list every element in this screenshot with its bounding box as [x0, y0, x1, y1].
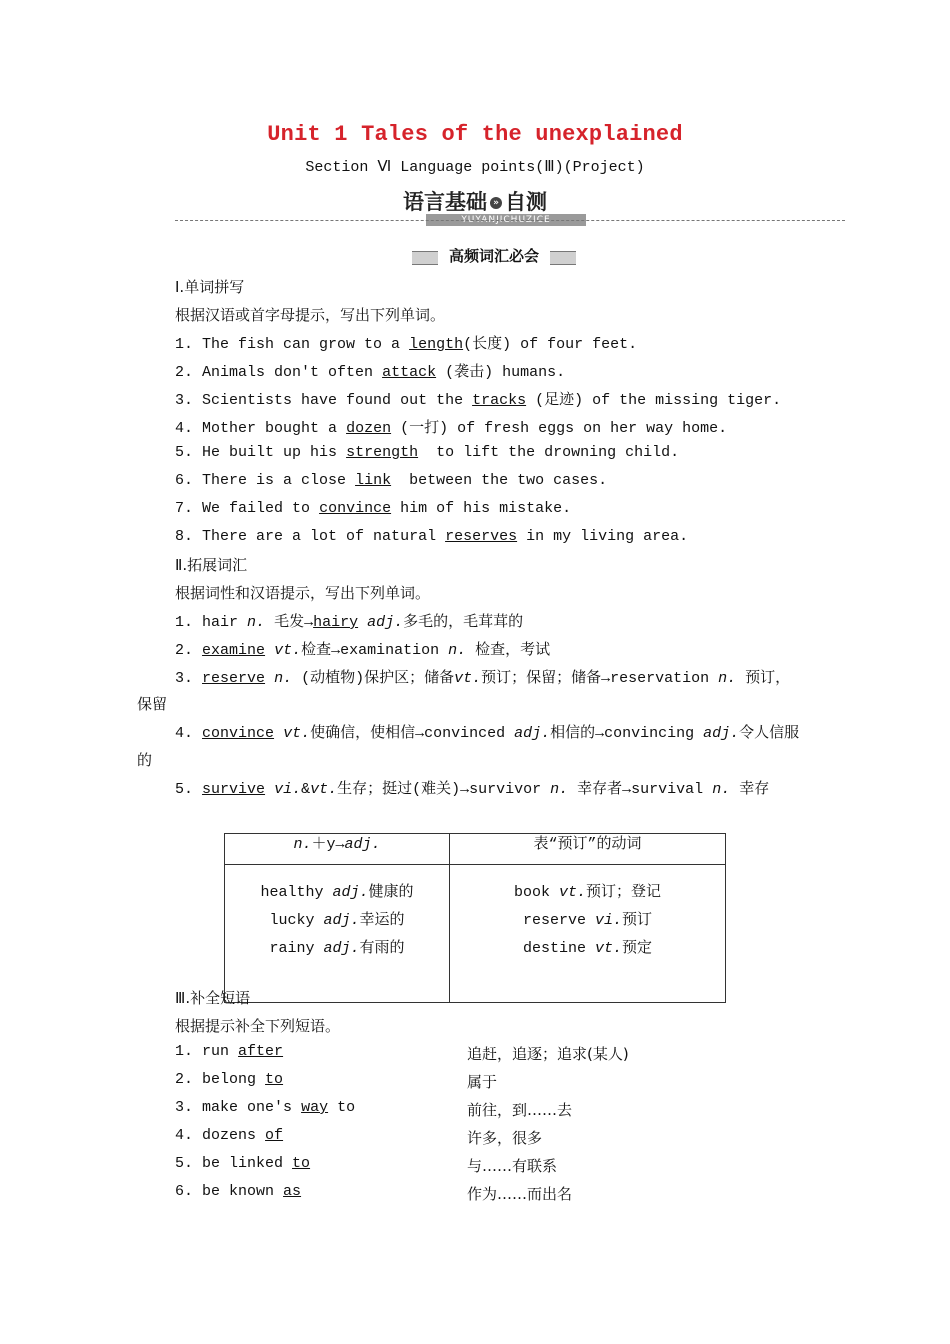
item-number: 5.: [175, 1155, 194, 1172]
item-text: 检查→examination: [301, 642, 449, 659]
item-text: 幸存者→survival: [568, 781, 713, 798]
pos-label: vt.: [594, 940, 622, 957]
item-text: be known: [202, 1183, 284, 1200]
table-cell: [225, 865, 450, 1003]
item-text: 令人信服: [739, 725, 800, 742]
item-text: in my living area.: [517, 528, 689, 545]
vocab-item: [175, 638, 550, 659]
part3-instruction: 根据提示补全下列短语。: [175, 1017, 341, 1035]
pos-label: adj.: [514, 725, 551, 742]
vocab-item-wrap: 的: [137, 751, 153, 769]
item-text: 生存；挺过(难关)→survivor: [337, 781, 551, 798]
item-text: dozens: [202, 1127, 266, 1144]
phrase-meaning: 追赶，追逐；追求(某人): [467, 1045, 629, 1063]
phrase-item: [175, 1099, 355, 1116]
phrase-item: [175, 1127, 283, 1144]
cell-word: lucky: [269, 912, 324, 929]
section-badge-label: 高频词汇必会: [438, 245, 550, 267]
table-cell-line: [451, 935, 724, 963]
item-text: &: [301, 781, 311, 798]
cell-word: rainy: [269, 940, 324, 957]
exercise-item: [175, 444, 679, 461]
item-text: Scientists have found out the: [202, 392, 473, 409]
pos-label: adj.: [332, 884, 369, 901]
item-answer: convince: [319, 500, 392, 517]
item-answer: tracks: [472, 392, 527, 409]
item-text: [358, 614, 367, 631]
exercise-item: [175, 388, 781, 409]
pos-label: vt.: [274, 642, 302, 659]
cell-meaning: 预定: [622, 940, 653, 957]
item-text: 多毛的，毛茸茸的: [403, 614, 524, 631]
phrase-item: [175, 1043, 283, 1060]
item-text: [265, 670, 274, 687]
vocab-item: [175, 721, 799, 742]
item-text: to: [328, 1099, 356, 1116]
cell-meaning: 健康的: [368, 884, 414, 901]
item-text: to lift the drowning child.: [418, 444, 680, 461]
table-cell-line: [226, 907, 448, 935]
item-text: The fish can grow to a: [202, 336, 410, 353]
item-answer: reserve: [202, 670, 266, 687]
item-number: 3.: [175, 1099, 194, 1116]
cell-word: healthy: [260, 884, 333, 901]
item-answer: length: [409, 336, 464, 353]
item-text: him of his mistake.: [391, 500, 572, 517]
item-answer: way: [301, 1099, 329, 1116]
item-text: belong: [202, 1071, 266, 1088]
item-number: 4.: [175, 725, 194, 742]
phrase-item: [175, 1071, 283, 1088]
phrase-meaning: 与……有联系: [467, 1157, 558, 1175]
vocab-item: [175, 666, 790, 687]
cell-meaning: 预订: [622, 912, 653, 929]
item-number: 1.: [175, 1043, 194, 1060]
table-cell-line: [226, 879, 448, 907]
table-cell: [450, 865, 726, 1003]
cell-meaning: 幸运的: [359, 912, 405, 929]
item-number: 4.: [175, 1127, 194, 1144]
item-text: make one's: [202, 1099, 302, 1116]
item-text: 幸存: [730, 781, 770, 798]
item-text: be linked: [202, 1155, 293, 1172]
pos-label: n.: [712, 781, 731, 798]
section-subtitle: Section Ⅵ Language points(Ⅲ)(Project): [305, 159, 645, 176]
item-answer: after: [238, 1043, 284, 1060]
item-text: 使确信，使相信→convinced: [310, 725, 515, 742]
header-text: ＋y→: [311, 836, 345, 853]
banner-right-text: 自测: [505, 190, 547, 214]
cell-meaning: 预订；登记: [586, 884, 662, 901]
vocab-item-wrap: 保留: [137, 695, 168, 713]
banner: [0, 186, 950, 228]
table-header: 表“预订”的动词: [450, 834, 726, 865]
item-text: (一打) of fresh eggs on her way home.: [391, 420, 728, 437]
item-answer: link: [355, 472, 392, 489]
pos-label: vt.: [558, 884, 586, 901]
cell-word: reserve: [522, 912, 595, 929]
item-text: (长度) of four feet.: [463, 336, 638, 353]
item-text: (动植物)保护区；储备: [292, 670, 455, 687]
item-number: 6.: [175, 472, 194, 489]
table-cell-line: [451, 879, 724, 907]
item-answer: convince: [202, 725, 275, 742]
pos-label: adj.: [344, 836, 381, 853]
item-answer: hairy: [313, 614, 359, 631]
pos-label: vi.: [274, 781, 302, 798]
pos-label: adj.: [703, 725, 740, 742]
exercise-item: [175, 332, 637, 353]
pos-label: adj.: [323, 912, 360, 929]
item-text: 预订，: [736, 670, 791, 687]
item-answer: survive: [202, 781, 266, 798]
table-cell-line: [451, 907, 724, 935]
pos-label: adj.: [367, 614, 404, 631]
cell-word: book: [513, 884, 559, 901]
item-text: 检查，考试: [466, 642, 551, 659]
item-number: 1.: [175, 336, 194, 353]
part2-instruction: 根据词性和汉语提示，写出下列单词。: [175, 584, 431, 602]
item-text: Animals don't often: [202, 364, 383, 381]
banner-title: [0, 186, 950, 216]
pos-label: n.: [293, 836, 312, 853]
item-number: 2.: [175, 364, 194, 381]
item-text: Mother bought a: [202, 420, 347, 437]
item-answer: of: [265, 1127, 284, 1144]
vocab-item: [175, 777, 769, 798]
vocab-table: [224, 833, 726, 1003]
item-text: (足迹) of the missing tiger.: [526, 392, 782, 409]
arrow-circle-icon: »: [490, 197, 502, 209]
item-answer: as: [283, 1183, 302, 1200]
item-text: 相信的→convincing: [550, 725, 704, 742]
item-text: run: [202, 1043, 239, 1060]
cell-meaning: 有雨的: [359, 940, 405, 957]
item-answer: to: [292, 1155, 311, 1172]
item-number: 2.: [175, 642, 194, 659]
divider: [175, 220, 845, 221]
item-text: There is a close: [202, 472, 356, 489]
exercise-item: [175, 416, 727, 437]
pos-label: n.: [550, 781, 569, 798]
pos-label: n.: [274, 670, 293, 687]
item-number: 5.: [175, 781, 194, 798]
part2-heading: Ⅱ.拓展词汇: [175, 556, 248, 574]
item-text: (袭击) humans.: [436, 364, 566, 381]
item-number: 6.: [175, 1183, 194, 1200]
item-text: [274, 725, 283, 742]
exercise-item: [175, 500, 571, 517]
item-text: [265, 642, 274, 659]
item-text: He built up his: [202, 444, 347, 461]
phrase-meaning: 许多，很多: [467, 1129, 543, 1147]
item-text: 毛发→: [265, 614, 314, 631]
pos-label: adj.: [323, 940, 360, 957]
item-number: 3.: [175, 392, 194, 409]
part1-heading: Ⅰ.单词拼写: [175, 278, 245, 296]
cell-word: destine: [522, 940, 595, 957]
phrase-meaning: 属于: [467, 1073, 498, 1091]
pos-label: vt.: [310, 781, 338, 798]
banner-pinyin: YUYANJICHUZICE: [426, 214, 586, 226]
page-title: Unit 1 Tales of the unexplained: [267, 122, 683, 147]
item-answer: dozen: [346, 420, 392, 437]
item-answer: to: [265, 1071, 284, 1088]
pos-label: n.: [448, 642, 467, 659]
exercise-item: [175, 360, 565, 381]
item-text: 预订；保留；储备→reservation: [481, 670, 719, 687]
phrase-meaning: 前往，到……去: [467, 1101, 573, 1119]
table-header-row: [225, 834, 726, 865]
phrase-meaning: 作为……而出名: [467, 1185, 573, 1203]
item-number: 8.: [175, 528, 194, 545]
item-answer: attack: [382, 364, 437, 381]
item-number: 7.: [175, 500, 194, 517]
item-answer: strength: [346, 444, 419, 461]
item-number: 5.: [175, 444, 194, 461]
table-cell-line: [226, 935, 448, 963]
item-text: [265, 781, 274, 798]
item-number: 3.: [175, 670, 194, 687]
pos-label: vi.: [594, 912, 622, 929]
phrase-item: [175, 1155, 310, 1172]
pos-label: n.: [718, 670, 737, 687]
item-number: 1.: [175, 614, 194, 631]
exercise-item: [175, 528, 688, 545]
item-answer: examine: [202, 642, 266, 659]
part1-instruction: 根据汉语或首字母提示，写出下列单词。: [175, 306, 446, 324]
table-row: [225, 865, 726, 1003]
banner-left-text: 语言基础: [403, 190, 487, 214]
pos-label: n.: [247, 614, 266, 631]
item-number: 2.: [175, 1071, 194, 1088]
vocab-item: [175, 610, 523, 631]
item-number: 4.: [175, 420, 194, 437]
item-text: between the two cases.: [391, 472, 608, 489]
item-text: We failed to: [202, 500, 320, 517]
pos-label: vt.: [454, 670, 482, 687]
pos-label: vt.: [283, 725, 311, 742]
part3-heading: Ⅲ.补全短语: [175, 989, 251, 1007]
section-badge: [412, 245, 576, 267]
item-text: There are a lot of natural: [202, 528, 446, 545]
item-text: hair: [202, 614, 248, 631]
table-header: [225, 834, 450, 865]
phrase-item: [175, 1183, 301, 1200]
item-answer: reserves: [445, 528, 518, 545]
exercise-item: [175, 472, 607, 489]
